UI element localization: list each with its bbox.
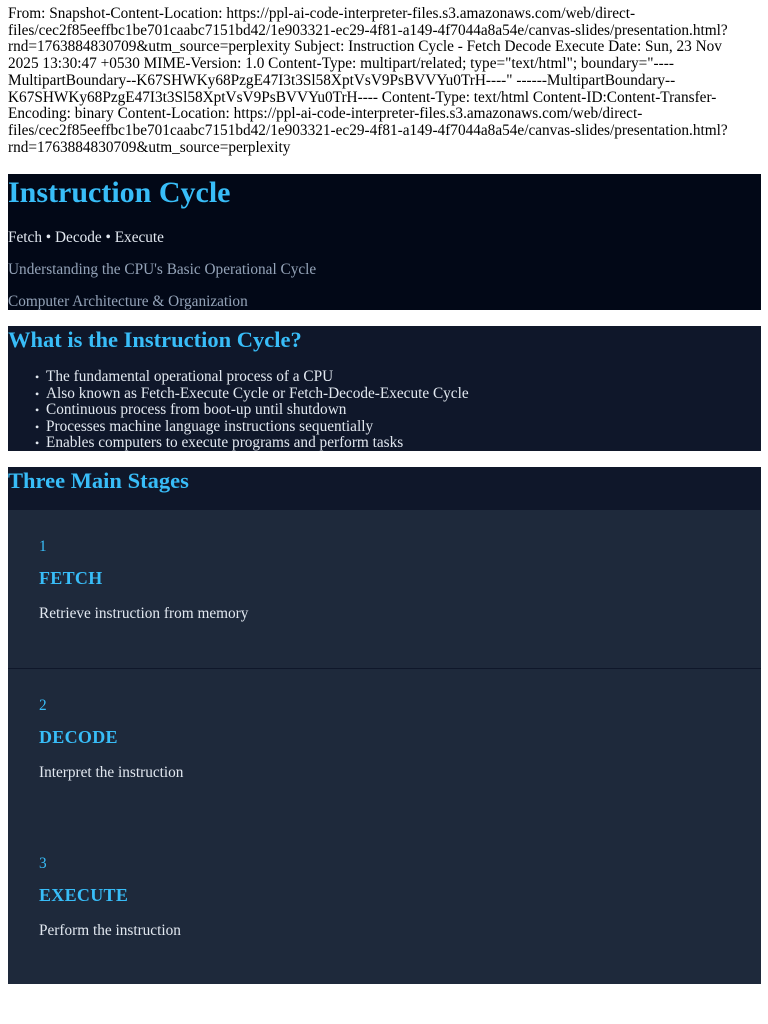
stage-description: Interpret the instruction bbox=[39, 764, 184, 781]
email-header-text: From: Snapshot-Content-Location: https://ppl-ai-code-interpreter-files.s3.amazonaws.com/web/direct-files/cec2f85eeffbc1be701caabc7151bd42/1e903321-ec29-4f81-a149-4f7044a8a54e/canvas-slides/presentation.html?rnd=1763884830709&utm_source=perplexity Subject: Instruction Cycle - Fetch Decode Execute Date: Sun, 23 Nov 2025 13:30:47 +0530 MIME-Version: 1.0 Content-Type: multipart/related; type="text/html"; boundary="----MultipartBoundary--K67SHWKy68PzgE47I3t3Sl58XptVsV9PsBVVYu0TrH----" ------MultipartBoundary--K67SHWKy68PzgE47I3t3Sl58XptVsV9PsBVVYu0TrH---- Content-Type: text/html Content-ID:Content-Transfer-Encoding: binary Content-Location: https://ppl-ai-code-interpreter-files.s3.amazonaws.com/web/direct-files/cec2f85eeffbc1be701caabc7151bd42/1e903321-ec29-4f81-a149-4f7044a8a54e/canvas-slides/presentation.html?rnd=1763884830709&utm_source=perplexity bbox=[8, 5, 728, 156]
title-slide bbox=[8, 174, 761, 310]
list-item-text: Enables computers to execute programs and perform tasks bbox=[46, 434, 404, 451]
stage-card-execute bbox=[8, 827, 761, 984]
list-item-text: Also known as Fetch-Execute Cycle or Fetch-Decode-Execute Cycle bbox=[46, 384, 469, 402]
list-item-text: Processes machine language instructions sequentially bbox=[46, 417, 374, 435]
definition-slide bbox=[8, 326, 761, 451]
list-item bbox=[35, 384, 469, 403]
slide-tagline: Understanding the CPU's Basic Operational Cycle bbox=[8, 261, 317, 278]
stage-number: 2 bbox=[39, 697, 47, 714]
stage-number: 3 bbox=[39, 855, 47, 872]
list-item-text: Continuous process from boot-up until shutdown bbox=[46, 401, 347, 419]
stage-name: DECODE bbox=[39, 727, 118, 747]
list-item-text: The fundamental operational process of a CPU bbox=[46, 368, 334, 385]
stage-description: Perform the instruction bbox=[39, 922, 181, 939]
stage-card-decode bbox=[8, 669, 761, 827]
stages-heading: Three Main Stages bbox=[8, 468, 189, 493]
definition-list bbox=[8, 369, 469, 451]
course-name: Computer Architecture & Organization bbox=[8, 293, 248, 310]
list-item bbox=[35, 434, 469, 451]
list-item bbox=[35, 401, 469, 419]
bullet-icon: • bbox=[35, 403, 40, 418]
bullet-icon: • bbox=[35, 419, 40, 434]
definition-heading: What is the Instruction Cycle? bbox=[8, 327, 302, 352]
bullet-icon: • bbox=[35, 370, 40, 384]
bullet-icon: • bbox=[35, 386, 40, 401]
stage-name: EXECUTE bbox=[39, 885, 129, 905]
bullet-icon: • bbox=[35, 436, 40, 451]
stage-name: FETCH bbox=[39, 568, 103, 588]
list-item bbox=[35, 368, 469, 386]
list-item bbox=[35, 417, 469, 436]
stage-card-fetch bbox=[8, 510, 761, 668]
slide-subtitle: Fetch • Decode • Execute bbox=[8, 229, 164, 246]
stages-slide bbox=[8, 467, 761, 984]
stage-number: 1 bbox=[39, 538, 47, 555]
slide-title: Instruction Cycle bbox=[8, 176, 231, 209]
stage-description: Retrieve instruction from memory bbox=[39, 605, 249, 622]
